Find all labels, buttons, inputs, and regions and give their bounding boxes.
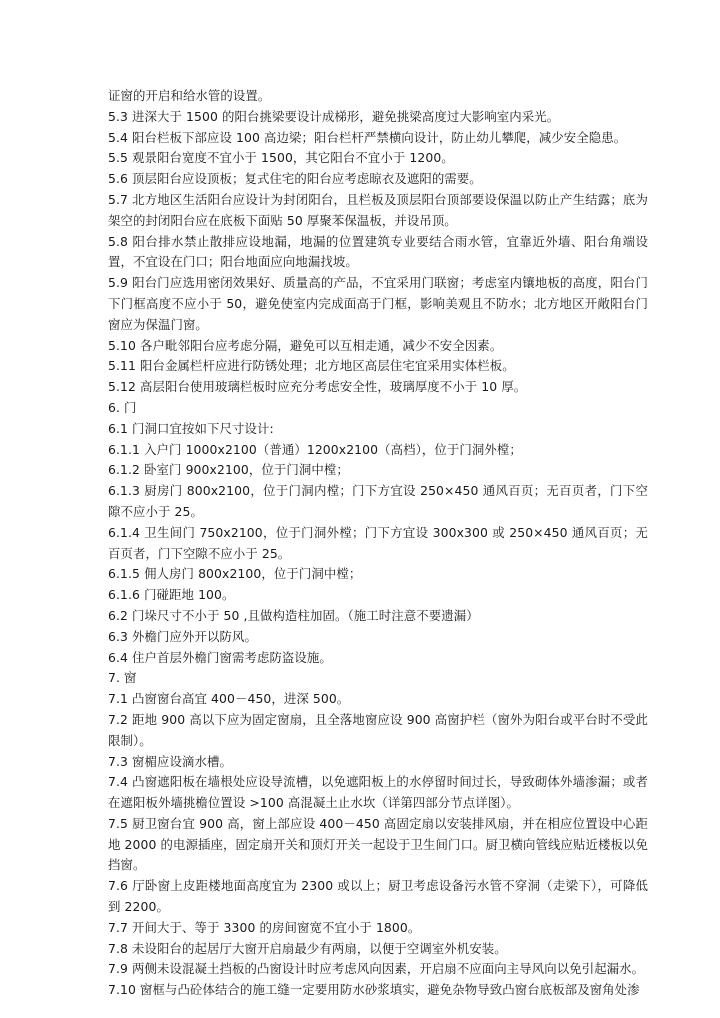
paragraph-5-6: 5.6 顶层阳台应设顶板；复式住宅的阳台应考虑晾衣及遮阳的需要。 bbox=[108, 171, 482, 187]
paragraph-7-10: 7.10 窗框与凸砼体结合的施工缝一定要用防水砂浆填实，避免杂物导致凸窗台底板部及窗角处渗 bbox=[108, 982, 640, 998]
paragraph-6-4: 6.4 住户首层外檐门窗需考虑防盗设施。 bbox=[108, 649, 332, 665]
paragraph-5-8: 5.8 阳台排水禁止散排应设地漏，地漏的位置建筑专业要结合雨水管，宜靠近外墙、阳台角端设置，不宜设在门口；阳台地面应向地漏找坡。 bbox=[108, 233, 648, 270]
paragraph-5-10: 5.10 各户毗邻阳台应考虑分隔，避免可以互相走通，减少不安全因素。 bbox=[108, 337, 503, 353]
section-heading-window: 7. 窗 bbox=[108, 670, 137, 686]
paragraph-5-11: 5.11 阳台金属栏杆应进行防锈处理；北方地区高层住宅宜采用实体栏板。 bbox=[108, 358, 515, 374]
paragraph-7-5: 7.5 厨卫窗台宜 900 高，窗上部应设 400－450 高固定扇以安装排风扇，并在相应位置设中心距地 2000 的电源插座，固定扇开关和顶灯开关一起设于卫生间门口。厨卫横向管线应贴近楼板以免挡窗。 bbox=[108, 815, 648, 873]
paragraph-6-1-2: 6.1.2 卧室门 900x2100，位于门洞中樘； bbox=[108, 462, 349, 478]
paragraph-6-1-3: 6.1.3 厨房门 800x2100，位于门洞内樘；门下方宜设 250×450 通风百页；无百页者，门下空隙不应小于 25。 bbox=[108, 483, 648, 519]
paragraph-7-4: 7.4 凸窗遮阳板在墙根处应设导流槽，以免遮阳板上的水停留时间过长，导致砌体外墙渗漏；或者在遮阳板外墙挑檐位置设 >100 高混凝土止水坎（详第四部分节点详图）。 bbox=[108, 774, 648, 811]
paragraph-6-1-5: 6.1.5 佣人房门 800x2100，位于门洞中樘； bbox=[108, 566, 362, 582]
section-heading-door: 6. 门 bbox=[108, 399, 137, 415]
paragraph-5-12: 5.12 高层阳台使用玻璃栏板时应充分考虑安全性，玻璃厚度不小于 10 厚。 bbox=[108, 379, 527, 395]
paragraph-7-3: 7.3 窗楣应设滴水槽。 bbox=[108, 753, 232, 769]
document-body bbox=[108, 86, 648, 1001]
paragraph-5-5: 5.5 观景阳台宽度不宜小于 1500，其它阳台不宜小于 1200。 bbox=[108, 150, 454, 166]
paragraph-7-8: 7.8 未设阳台的起居厅大窗开启扇最少有两扇，以便于空调室外机安装。 bbox=[108, 940, 507, 956]
paragraph-6-1: 6.1 门洞口宜按如下尺寸设计: bbox=[108, 420, 274, 436]
paragraph-5-7: 5.7 北方地区生活阳台应设计为封闭阳台，且栏板及顶层阳台顶部要设保温以防止产生结露；底为架空的封闭阳台应在底板下面贴 50 厚聚苯保温板，并设吊顶。 bbox=[108, 191, 648, 228]
paragraph-6-1-1: 6.1.1 入户门 1000x2100（普通）1200x2100（高档），位于门洞外樘； bbox=[108, 441, 522, 457]
paragraph-6-1-4: 6.1.4 卫生间门 750x2100，位于门洞外樘；门下方宜设 300x300 或 250×450 通风百页；无百页者，门下空隙不应小于 25。 bbox=[108, 524, 648, 561]
paragraph-5-9: 5.9 阳台门应选用密闭效果好、质量高的产品，不宜采用门联窗；考虑室内镶地板的高度，阳台门下门框高度不应小于 50，避免使室内完成面高于门框，影响美观且不防水；北方地区开敞阳台门窗应为保温门窗。 bbox=[108, 275, 648, 332]
paragraph-7-1: 7.1 凸窗窗台高宜 400－450，进深 500。 bbox=[108, 691, 350, 707]
paragraph-7-2: 7.2 距地 900 高以下应为固定窗扇，且全落地窗应设 900 高窗护栏（窗外为阳台或平台时不受此限制）。 bbox=[108, 711, 648, 748]
paragraph-7-6: 7.6 厅卧窗上皮距楼地面高度宜为 2300 或以上；厨卫考虑设备污水管不穿洞（走梁下），可降低到 2200。 bbox=[108, 878, 648, 915]
paragraph-6-2: 6.2 门垛尺寸不小于 50 ,且做构造柱加固。（施工时注意不要遗漏） bbox=[108, 607, 479, 623]
paragraph-6-3: 6.3 外檐门应外开以防风。 bbox=[108, 628, 257, 644]
paragraph-continuation: 证窗的开启和给水管的设置。 bbox=[108, 88, 271, 103]
paragraph-5-3: 5.3 进深大于 1500 的阳台挑梁要设计成梯形，避免挑梁高度过大影响室内采光。 bbox=[108, 108, 560, 124]
paragraph-7-9: 7.9 两侧未设混凝土挡板的凸窗设计时应考虑风向因素，开启扇不应面向主导风向以免引起漏水。 bbox=[108, 961, 645, 977]
paragraph-5-4: 5.4 阳台栏板下部应设 100 高边梁；阳台栏杆严禁横向设计，防止幼儿攀爬，减少安全隐患。 bbox=[108, 129, 627, 145]
paragraph-7-7: 7.7 开间大于、等于 3300 的房间窗宽不宜小于 1800。 bbox=[108, 919, 421, 935]
paragraph-6-1-6: 6.1.6 门碰距地 100。 bbox=[108, 587, 235, 603]
